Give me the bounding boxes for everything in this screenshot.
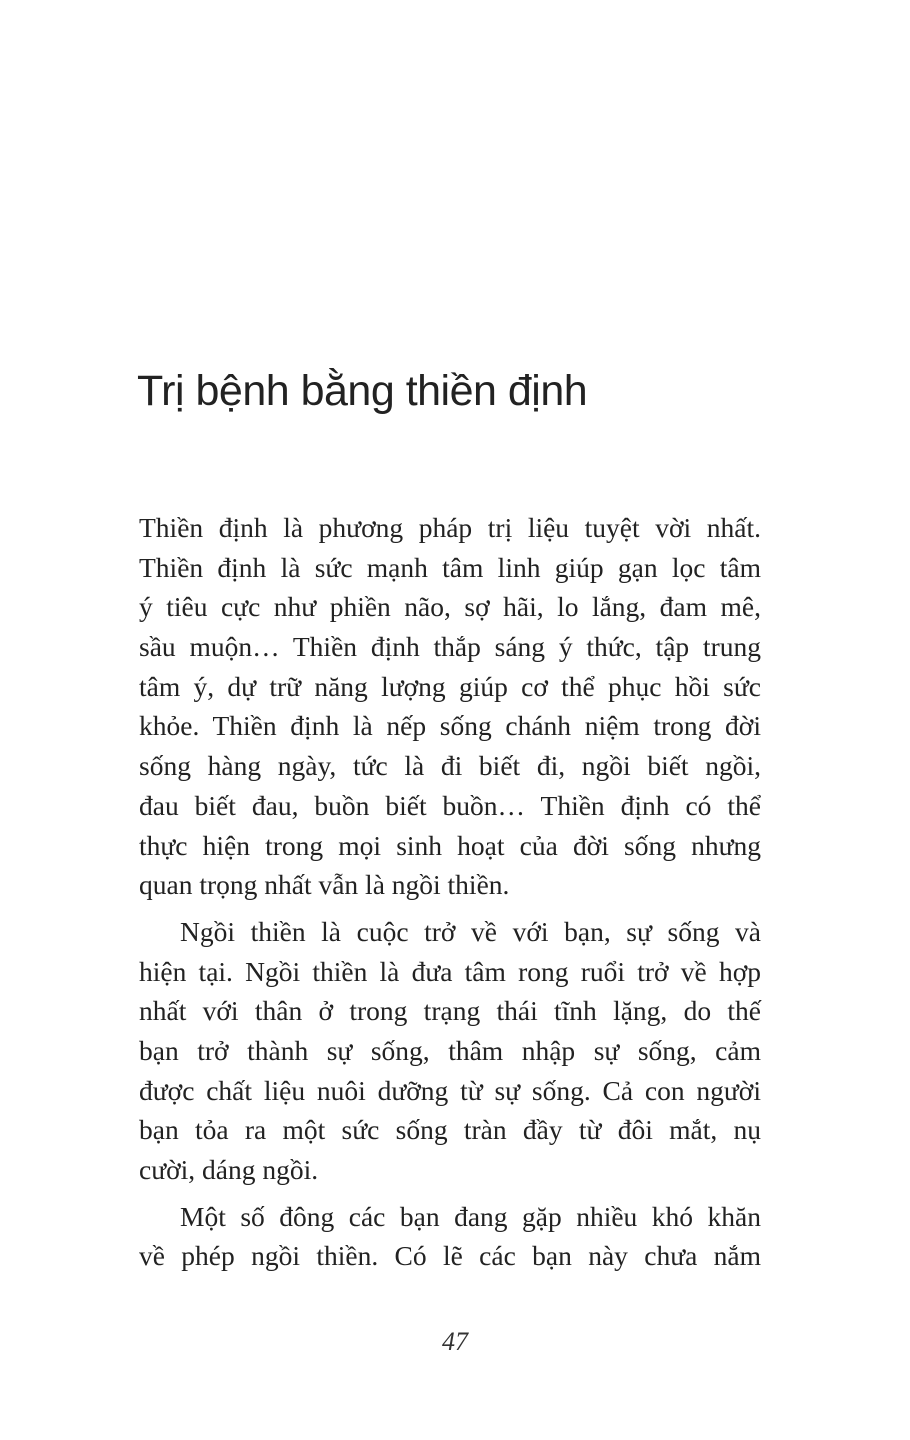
text-line: ý tiêu cực như phiền não, sợ hãi, lo lắng, đam mê, bbox=[139, 591, 761, 623]
page-number: 47 bbox=[442, 1327, 468, 1356]
text-line: tâm ý, dự trữ năng lượng giúp cơ thể phục hồi sức bbox=[139, 670, 761, 702]
text-line: bạn tỏa ra một sức sống tràn đầy từ đôi mắt, nụ bbox=[139, 1114, 761, 1146]
text-line: sống hàng ngày, tức là đi biết đi, ngồi biết ngồi, bbox=[139, 750, 761, 782]
text-line: cười, dáng ngồi. bbox=[139, 1154, 319, 1185]
paragraph bbox=[139, 508, 761, 905]
text-line: Thiền định là phương pháp trị liệu tuyệt vời nhất. bbox=[139, 512, 761, 543]
text-line: khỏe. Thiền định là nếp sống chánh niệm trong đời bbox=[139, 710, 761, 742]
paragraph bbox=[139, 912, 761, 1190]
text-line: Một số đông các bạn đang gặp nhiều khó khăn bbox=[180, 1200, 761, 1232]
text-line: được chất liệu nuôi dưỡng từ sự sống. Cả con người bbox=[139, 1074, 761, 1106]
text-line: thực hiện trong mọi sinh hoạt của đời sống nhưng bbox=[139, 829, 761, 861]
text-line: đau biết đau, buồn biết buồn… Thiền định có thể bbox=[139, 789, 761, 821]
text-line: nhất với thân ở trong trạng thái tĩnh lặng, do thế bbox=[139, 995, 761, 1027]
text-line: quan trọng nhất vẫn là ngồi thiền. bbox=[139, 869, 510, 901]
text-line: Thiền định là sức mạnh tâm linh giúp gạn lọc tâm bbox=[139, 551, 761, 583]
text-line: sầu muộn… Thiền định thắp sáng ý thức, tập trung bbox=[139, 631, 761, 663]
text-line: về phép ngồi thiền. Có lẽ các bạn này chưa nắm bbox=[139, 1240, 761, 1272]
body-text bbox=[139, 508, 761, 1283]
text-line: hiện tại. Ngồi thiền là đưa tâm rong ruổi trở về hợp bbox=[139, 955, 761, 987]
text-line: bạn trở thành sự sống, thâm nhập sự sống, cảm bbox=[139, 1034, 761, 1066]
chapter-title: Trị bệnh bằng thiền định bbox=[137, 367, 588, 415]
paragraph bbox=[139, 1197, 761, 1276]
text-line: Ngồi thiền là cuộc trở về với bạn, sự sống và bbox=[180, 915, 761, 947]
